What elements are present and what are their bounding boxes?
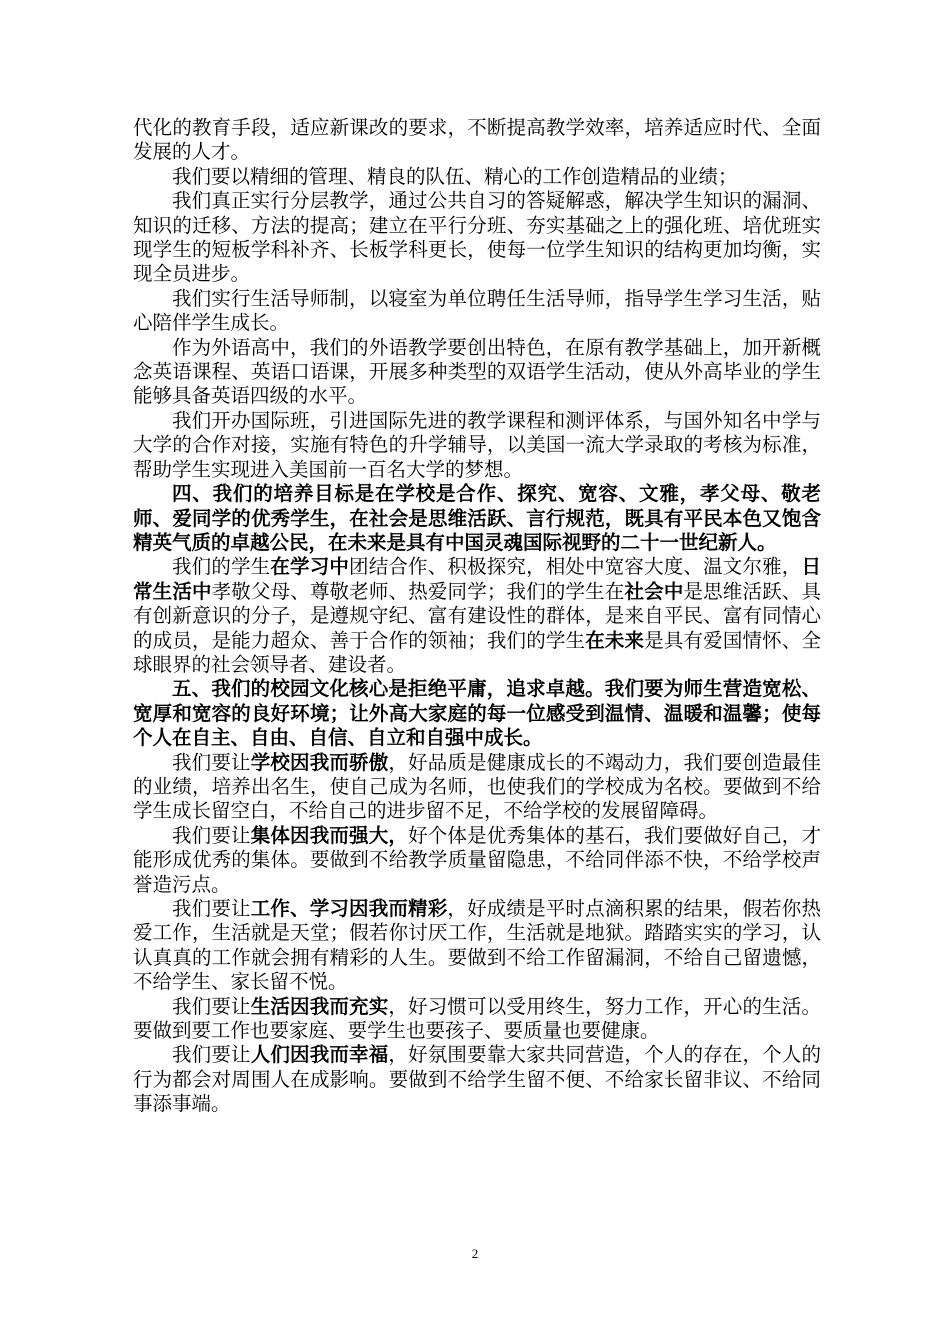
paragraph xyxy=(133,555,821,677)
text-run: ，好习惯可以受用终生，努力工作，开心的生活。要做到要工作也要家庭、要学生也要孩子、要质量也要健康。 xyxy=(133,994,821,1043)
emphasis: 社会中 xyxy=(624,579,684,603)
emphasis: 生活因我而充实 xyxy=(250,994,389,1018)
section-heading-5: 五、我们的校园文化核心是拒绝平庸，追求卓越。我们要为师生营造宽松、宽厚和宽容的良好环境；让外高大家庭的每一位感受到温情、温暖和温馨；使每个人在自主、自由、自信、自立和自强中成长。 xyxy=(133,677,821,750)
text-run: ，好品质是健康成长的不竭动力，我们要创造最佳的业绩，培养出名生，使自己成为名师，也使我们的学校成为名校。要做到不给学生成长留空白，不给自己的进步留不足，不给学校的发展留障碍。 xyxy=(133,750,821,823)
emphasis: 在学习中 xyxy=(270,555,350,579)
paragraph xyxy=(133,751,821,824)
paragraph: 作为外语高中，我们的外语教学要创出特色，在原有教学基础上，加开新概念英语课程、英语口语课，开展多种类型的双语学生活动，使从外高毕业的学生能够具备英语四级的水平。 xyxy=(133,335,821,408)
document-body xyxy=(133,116,821,1117)
emphasis: 集体因我而强大， xyxy=(250,823,409,847)
paragraph: 我们真正实行分层教学，通过公共自习的答疑解惑，解决学生知识的漏洞、知识的迁移、方法的提高；建立在平行分班、夯实基础之上的强化班、培优班实现学生的短板学科补齐、长板学科更长，使每一位学生知识的结构更加均衡，实现全员进步。 xyxy=(133,189,821,286)
text-run: 我们的学生 xyxy=(172,555,271,579)
text-run: ，好氛围要靠大家共同营造，个人的存在，个人的行为都会对周围人在成影响。要做到不给学生留不便、不给家长留非议、不给同事添事端。 xyxy=(133,1043,821,1116)
text-run: ，好成绩是平时点滴积累的结果，假若你热爱工作，生活就是天堂；假若你讨厌工作，生活就是地狱。踏踏实实的学习，认认真真的工作就会拥有精彩的人生。要做到不给工作留漏洞，不给自己留遗憾，不给学生、家长留不悦。 xyxy=(133,897,821,994)
text-run: 好个体是优秀集体的基石，我们要做好自己，才能形成优秀的集体。要做到不给教学质量留隐患，不给同伴添不快，不给学校声誉造污点。 xyxy=(133,823,821,896)
paragraph: 我们要以精细的管理、精良的队伍、精心的工作创造精品的业绩； xyxy=(172,164,738,188)
text-run: 孝敬父母、尊敬老师、热爱同学；我们的学生在 xyxy=(211,579,625,603)
emphasis: 工作、学习因我而精彩 xyxy=(250,897,448,920)
paragraph: 我们开办国际班，引进国际先进的教学课程和测评体系，与国外知名中学与大学的合作对接，实施有特色的升学辅导，以美国一流大学录取的考核为标准，帮助学生实现进入美国前一百名大学的梦想。 xyxy=(133,408,821,481)
emphasis: 学校因我而骄傲 xyxy=(250,750,389,774)
text-run: 我们要让 xyxy=(172,823,251,847)
emphasis: 日常生活中 xyxy=(133,555,821,603)
paragraph: 我们实行生活导师制，以寝室为单位聘任生活导师，指导学生学习生活，贴心陪伴学生成长。 xyxy=(133,286,821,335)
paragraph xyxy=(133,824,821,897)
text-run: 我们要让 xyxy=(172,994,251,1018)
emphasis: 人们因我而幸福 xyxy=(250,1043,389,1067)
text-run: 团结合作、积极探究，相处中宽容大度、温文尔雅， xyxy=(349,555,802,579)
section-heading-4: 四、我们的培养目标是在学校是合作、探究、宽容、文雅，孝父母、敬老师、爱同学的优秀学生，在社会是思维活跃、言行规范，既具有平民本色又饱含精英气质的卓越公民，在未来是具有中国灵魂国际视野的二十一世纪新人。 xyxy=(133,482,821,554)
paragraph: 代化的教育手段，适应新课改的要求，不断提高教学效率，培养适应时代、全面发展的人才。 xyxy=(133,116,821,164)
page-number: 2 xyxy=(471,1246,479,1261)
text-run: 我们要让 xyxy=(172,750,251,774)
paragraph xyxy=(133,1043,821,1116)
emphasis: 在未来 xyxy=(585,628,645,652)
text-run: 是思维活跃、具有创新意识的分子，是遵规守纪、富有建设性的群体，是来自平民、富有同情心的成员，是能力超众、善于合作的领袖；我们的学生 xyxy=(133,579,821,652)
paragraph xyxy=(133,995,821,1044)
paragraph xyxy=(133,897,821,995)
text-run: 是具有爱国情怀、全球眼界的社会领导者、建设者。 xyxy=(133,628,821,676)
text-run: 我们要让 xyxy=(172,1043,251,1067)
text-run: 我们要让 xyxy=(172,897,251,920)
